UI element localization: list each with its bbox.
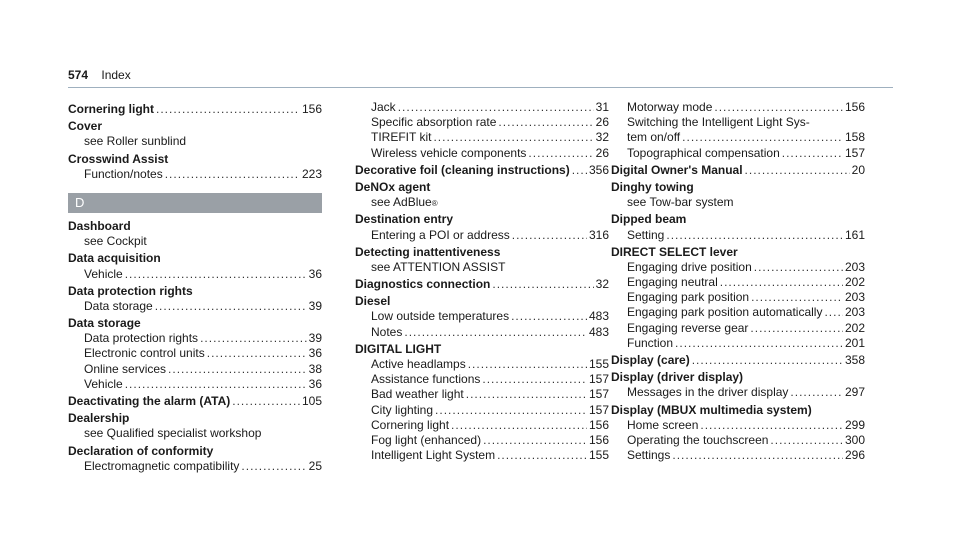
index-term (355, 294, 609, 309)
page-ref: 156 (588, 417, 609, 432)
index-term (611, 245, 865, 260)
index-entry (355, 180, 609, 210)
index-entry (68, 251, 322, 281)
subentry-text: Bad weather light (371, 387, 464, 402)
page-ref: 297 (844, 385, 865, 400)
page-ref: 161 (844, 227, 865, 242)
index-entry (355, 294, 609, 340)
index-subentry (68, 267, 322, 282)
term-text: Dashboard (68, 218, 131, 233)
index-entry (611, 370, 865, 400)
index-entry (611, 163, 865, 178)
page-ref: 202 (844, 320, 865, 335)
leader-dots (750, 321, 843, 336)
index-subentry (611, 336, 865, 351)
subentry-text: Cornering light (371, 417, 450, 432)
index-entry (68, 394, 322, 409)
index-subentry (355, 403, 609, 418)
leader-dots (714, 100, 843, 115)
leader-dots (692, 353, 843, 368)
term-text: Data acquisition (68, 251, 161, 266)
leader-dots (165, 167, 300, 182)
index-entry (68, 316, 322, 392)
index-subentry (355, 100, 609, 115)
page-ref: 31 (595, 100, 609, 114)
term-text: DeNOx agent (355, 179, 431, 194)
index-subentry (68, 362, 322, 377)
leader-dots (754, 260, 843, 275)
index-entry (611, 245, 865, 351)
page-ref: 155 (588, 357, 609, 371)
index-term (611, 212, 865, 227)
leader-dots (492, 277, 593, 292)
page-ref: 36 (308, 376, 322, 391)
index-subentry (68, 426, 322, 441)
index-entry (68, 119, 322, 149)
page-ref: 203 (844, 290, 865, 305)
continued-subentries (611, 100, 865, 161)
index-entry (68, 152, 322, 182)
subentry-text: Home screen (627, 417, 699, 432)
index-entry (68, 102, 322, 117)
page-ref: 203 (844, 259, 865, 274)
page-ref: 299 (844, 417, 865, 432)
page-ref: 20 (851, 162, 865, 177)
subentry-text: Data protection rights (84, 331, 199, 346)
index-term (68, 316, 322, 331)
page-ref: 39 (308, 331, 322, 346)
index-subentry (68, 234, 322, 249)
index-entry (68, 444, 322, 474)
subentry-text: Active headlamps (371, 357, 466, 371)
subentry-text: tem on/off (627, 130, 681, 145)
leader-dots (745, 163, 850, 178)
subentry-text: Engaging neutral (627, 275, 718, 290)
page-ref: 105 (301, 394, 322, 408)
index-subentry (68, 459, 322, 474)
index-subentry (611, 195, 865, 210)
leader-dots (498, 115, 593, 130)
subentry-text: Notes (371, 324, 403, 339)
index-subentry (611, 418, 865, 433)
index-term (68, 152, 322, 167)
leader-dots (790, 385, 843, 400)
subentry-text: see Tow-bar system (627, 195, 734, 210)
subentry-text: Function (627, 335, 674, 350)
index-subentry (611, 305, 865, 320)
index-column-2 (355, 100, 609, 463)
subentry-text: City lighting (371, 402, 434, 417)
term-text: Declaration of conformity (68, 443, 214, 458)
index-term (68, 411, 322, 426)
index-entry (611, 212, 865, 242)
leader-dots (200, 331, 307, 346)
leader-dots (404, 325, 587, 340)
term-text: Decorative foil (cleaning instructions) (355, 162, 570, 177)
subentry-text: Specific absorption rate (371, 115, 497, 130)
index-group-c (68, 102, 322, 182)
index-term (355, 180, 609, 195)
page-ref: 296 (844, 448, 865, 463)
leader-dots (232, 394, 300, 409)
term-text: Crosswind Assist (68, 151, 169, 166)
page-ref: 203 (844, 305, 865, 320)
page-ref: 32 (595, 277, 609, 292)
leader-dots (468, 357, 587, 372)
term-text: Dealership (68, 411, 130, 426)
subentry-text: see AdBlue (371, 195, 432, 210)
index-subentry (611, 146, 865, 161)
leader-dots (770, 433, 843, 448)
term-text: Cover (68, 119, 103, 134)
leader-dots (751, 290, 843, 305)
index-subentry (355, 130, 609, 145)
index-subentry (355, 260, 609, 275)
index-subentry (611, 228, 865, 243)
leader-dots (782, 146, 843, 161)
subentry-text: Engaging park position automatically (627, 305, 823, 320)
page-ref: 156 (301, 102, 322, 116)
index-entry (68, 219, 322, 249)
index-entry (355, 342, 609, 464)
index-entry (355, 277, 609, 292)
subentry-text: Intelligent Light System (371, 448, 496, 463)
index-subentry (68, 377, 322, 392)
leader-dots (168, 362, 307, 377)
subentry-text: see Roller sunblind (84, 134, 187, 149)
index-term (68, 444, 322, 459)
subentry-text: Messages in the driver display (627, 385, 789, 400)
leader-dots (125, 267, 307, 282)
page-ref: 300 (844, 432, 865, 447)
page-ref: 483 (588, 324, 609, 339)
index-subentry (611, 290, 865, 305)
leader-dots (528, 146, 593, 161)
index-subentry (611, 385, 865, 400)
index-column-3 (611, 100, 865, 463)
index-entry (611, 180, 865, 210)
index-term (355, 163, 609, 178)
index-subentry (355, 115, 609, 130)
index-subentry (611, 260, 865, 275)
page-ref: 26 (595, 145, 609, 160)
subentry-text: Vehicle (84, 266, 123, 281)
page-ref: 157 (588, 402, 609, 417)
page-ref: 201 (844, 335, 865, 350)
index-subentry (355, 309, 609, 324)
page-ref: 483 (588, 309, 609, 324)
leader-dots (433, 130, 593, 145)
page-ref: 36 (308, 266, 322, 281)
page-ref: 157 (588, 387, 609, 402)
leader-dots (497, 448, 587, 463)
subentry-text: see Cockpit (84, 234, 147, 249)
term-text: Deactivating the alarm (ATA) (68, 394, 231, 408)
index-term (68, 219, 322, 234)
index-entries (611, 163, 865, 464)
page-number: 574 (68, 68, 89, 82)
subentry-text: Operating the touchscreen (627, 432, 769, 447)
index-subentry (68, 134, 322, 149)
subentry-text: Engaging drive position (627, 259, 752, 274)
leader-dots (682, 130, 843, 145)
term-text: Data protection rights (68, 283, 193, 298)
subentry-text: Switching the Intelligent Light Sys- (627, 115, 810, 130)
index-entry (355, 212, 609, 242)
index-entries (355, 163, 609, 464)
index-term (355, 212, 609, 227)
page-ref: 156 (588, 432, 609, 447)
leader-dots (451, 418, 587, 433)
leader-dots (125, 377, 307, 392)
leader-dots (155, 299, 307, 314)
leader-dots (482, 372, 587, 387)
index-subentry (611, 115, 865, 130)
index-subentry (355, 448, 609, 463)
header-title: Index (101, 68, 131, 82)
index-term (611, 353, 865, 368)
leader-dots (435, 403, 587, 418)
subentry-text: TIREFIT kit (371, 130, 432, 145)
subentry-text: Data storage (84, 298, 153, 313)
index-entry (68, 411, 322, 441)
subentry-text: Engaging reverse gear (627, 320, 749, 335)
term-text: Display (care) (611, 353, 690, 367)
term-text: Dinghy towing (611, 179, 694, 194)
page-ref: 32 (595, 130, 609, 145)
page-header (68, 68, 893, 88)
term-text: Cornering light (68, 102, 154, 116)
subentry-text: Electronic control units (84, 346, 205, 361)
subentry-text: Online services (84, 361, 167, 376)
subentry-text: Settings (627, 448, 671, 463)
leader-dots (700, 418, 843, 433)
index-term (68, 251, 322, 266)
subentry-text: see ATTENTION ASSIST (371, 259, 506, 274)
page-ref: 36 (308, 346, 322, 361)
index-term (611, 180, 865, 195)
subentry-text: Fog light (enhanced) (371, 432, 482, 447)
page-ref: 202 (844, 275, 865, 290)
leader-dots (572, 163, 587, 178)
index-subentry (355, 387, 609, 402)
index-term (355, 277, 609, 292)
term-text: DIGITAL LIGHT (355, 341, 442, 356)
leader-dots (666, 228, 843, 243)
index-term (611, 163, 865, 178)
term-text: DIRECT SELECT lever (611, 244, 738, 259)
subentry-text: Topographical compensation (627, 145, 780, 160)
leader-dots (720, 275, 843, 290)
page-ref: 356 (588, 162, 609, 177)
subentry-text: Motorway mode (627, 100, 713, 114)
subentry-text: Assistance functions (371, 372, 481, 387)
subentry-text: Wireless vehicle components (371, 145, 527, 160)
page-ref: 38 (308, 361, 322, 376)
index-subentry (355, 418, 609, 433)
page-ref: 358 (844, 353, 865, 367)
leader-dots (675, 336, 843, 351)
leader-dots (398, 100, 594, 115)
index-subentry (355, 433, 609, 448)
page-ref: 25 (308, 458, 322, 473)
page-ref: 158 (844, 130, 865, 145)
subentry-text: Electromagnetic compatibility (84, 458, 240, 473)
leader-dots (156, 102, 300, 117)
page-ref: 26 (595, 115, 609, 130)
subentry-text: Engaging park position (627, 290, 750, 305)
leader-dots (466, 387, 587, 402)
index-term (68, 102, 322, 117)
leader-dots (483, 433, 587, 448)
index-subentry (611, 448, 865, 463)
index-subentry (611, 100, 865, 115)
subentry-text: see Qualified specialist workshop (84, 426, 262, 441)
continued-subentries (355, 100, 609, 161)
subentry-text: Jack (371, 100, 396, 114)
index-term (355, 245, 609, 260)
letter-heading-d: D (68, 193, 322, 213)
leader-dots (207, 346, 307, 361)
index-subentry (611, 433, 865, 448)
page-ref: 155 (588, 448, 609, 463)
index-term (611, 403, 865, 418)
term-text: Display (MBUX multimedia system) (611, 402, 812, 417)
index-entry (68, 284, 322, 314)
index-term (611, 370, 865, 385)
index-entry (611, 353, 865, 368)
index-entry (611, 403, 865, 464)
index-subentry (355, 146, 609, 161)
index-subentry (355, 357, 609, 372)
index-subentry (611, 130, 865, 145)
index-group-d (68, 219, 322, 474)
index-column-1 (68, 100, 322, 474)
term-text: Destination entry (355, 212, 454, 227)
subentry-text: Function/notes (84, 166, 163, 181)
index-subentry (355, 325, 609, 340)
term-text: Diesel (355, 294, 391, 309)
leader-dots (241, 459, 306, 474)
term-text: Diagnostics connection (355, 277, 491, 292)
index-term (68, 394, 322, 409)
page-ref: 223 (301, 166, 322, 181)
term-text: Digital Owner's Manual (611, 162, 743, 177)
index-subentry (355, 228, 609, 243)
subentry-text: Setting (627, 227, 665, 242)
page-ref: 157 (588, 372, 609, 387)
index-subentry (355, 372, 609, 387)
page-ref: 156 (844, 100, 865, 114)
index-entry (355, 245, 609, 275)
index-entry (355, 163, 609, 178)
term-text: Detecting inattentiveness (355, 244, 501, 259)
leader-dots (512, 228, 587, 243)
page-ref: 39 (308, 298, 322, 313)
index-subentry (611, 275, 865, 290)
subentry-text: Low outside temperatures (371, 309, 510, 324)
subentry-text: Vehicle (84, 376, 123, 391)
leader-dots (824, 305, 843, 320)
leader-dots (511, 309, 587, 324)
index-term (68, 119, 322, 134)
index-subentry (68, 346, 322, 361)
leader-dots (672, 448, 843, 463)
index-term (355, 342, 609, 357)
index-term (68, 284, 322, 299)
index-subentry (611, 321, 865, 336)
index-subentry (68, 299, 322, 314)
subentry-text: Entering a POI or address (371, 227, 510, 242)
index-subentry (68, 167, 322, 182)
index-subentry: see AdBlue ® (371, 195, 438, 210)
term-text: Display (driver display) (611, 370, 744, 385)
term-text: Data storage (68, 316, 141, 331)
page-ref: 316 (588, 227, 609, 242)
term-text: Dipped beam (611, 212, 687, 227)
index-subentry (68, 331, 322, 346)
page-ref: 157 (844, 145, 865, 160)
